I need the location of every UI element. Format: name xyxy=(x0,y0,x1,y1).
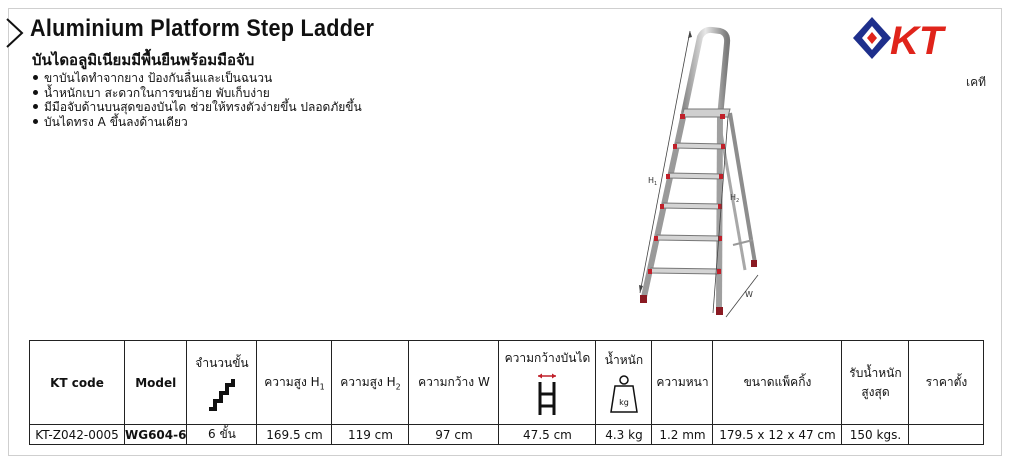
header-height-h2: ความสูง $H_2$ xyxy=(332,341,409,425)
cell-model: WG604-6 xyxy=(125,425,187,445)
cell-kt-code: KT-Z042-0005 xyxy=(30,425,125,445)
stairs-icon xyxy=(207,377,237,411)
header-height-h1: ความสูง $H_1$ xyxy=(257,341,332,425)
table-row xyxy=(30,425,984,445)
feature-list xyxy=(30,71,362,129)
header-price: ราคาตั้ง xyxy=(909,341,984,425)
header-step-width: ความกว้างบันได xyxy=(499,341,596,425)
cell-thickness: 1.2 mm xyxy=(652,425,713,445)
spec-table xyxy=(29,340,984,445)
kt-logo xyxy=(850,14,990,64)
w-label: W xyxy=(745,290,753,299)
chevron-right-icon xyxy=(4,16,26,50)
cell-height-h1: 169.5 cm xyxy=(257,425,332,445)
h2-sub: 2 xyxy=(736,198,740,204)
ladder-width-icon xyxy=(535,372,559,416)
weight-icon xyxy=(609,374,639,414)
table-header-row xyxy=(30,341,984,425)
cell-width-w: 97 cm xyxy=(409,425,499,445)
header-weight: น้ำหนัก kg xyxy=(596,341,652,425)
feature-item: มีมือจับด้านบนสุดของบันได ช่วยให้ทรงตัวง่ายขึ้น ปลอดภัยขึ้น xyxy=(30,100,362,115)
header-model: Model xyxy=(125,341,187,425)
cell-weight: 4.3 kg xyxy=(596,425,652,445)
feature-item: ขาบันไดทำจากยาง ป้องกันลื่นและเป็นฉนวน xyxy=(30,71,362,86)
product-subtitle: บันไดอลูมิเนียมมีพื้นยืนพร้อมมือจับ xyxy=(32,51,255,69)
cell-step-width: 47.5 cm xyxy=(499,425,596,445)
ladder-diagram xyxy=(620,25,790,325)
header-kt-code: KT code xyxy=(30,341,125,425)
h2-label: H xyxy=(730,193,737,202)
header-pack-size: ขนาดแพ็คกิ้ง xyxy=(713,341,842,425)
cell-max-load: 150 kgs. xyxy=(842,425,909,445)
cell-steps: 6 ขั้น xyxy=(187,425,257,445)
h1-sub: 1 xyxy=(654,181,658,187)
feature-item: บันไดทรง A ขึ้นลงด้านเดียว xyxy=(30,115,362,130)
header-width-w: ความกว้าง W xyxy=(409,341,499,425)
header-steps: จำนวนขั้น xyxy=(187,341,257,425)
h1-label: H xyxy=(648,176,655,185)
header-thickness: ความหนา xyxy=(652,341,713,425)
cell-price xyxy=(909,425,984,445)
brand-name-thai: เคที xyxy=(966,75,987,89)
header-max-load: รับน้ำหนัก สูงสุด xyxy=(842,341,909,425)
feature-item: น้ำหนักเบา สะดวกในการขนย้าย พับเก็บง่าย xyxy=(30,86,362,101)
logo-text: KT xyxy=(890,19,944,63)
svg-text:kg: kg xyxy=(619,398,629,407)
cell-height-h2: 119 cm xyxy=(332,425,409,445)
product-title: Aluminium Platform Step Ladder xyxy=(30,15,375,42)
cell-pack-size: 179.5 x 12 x 47 cm xyxy=(713,425,842,445)
